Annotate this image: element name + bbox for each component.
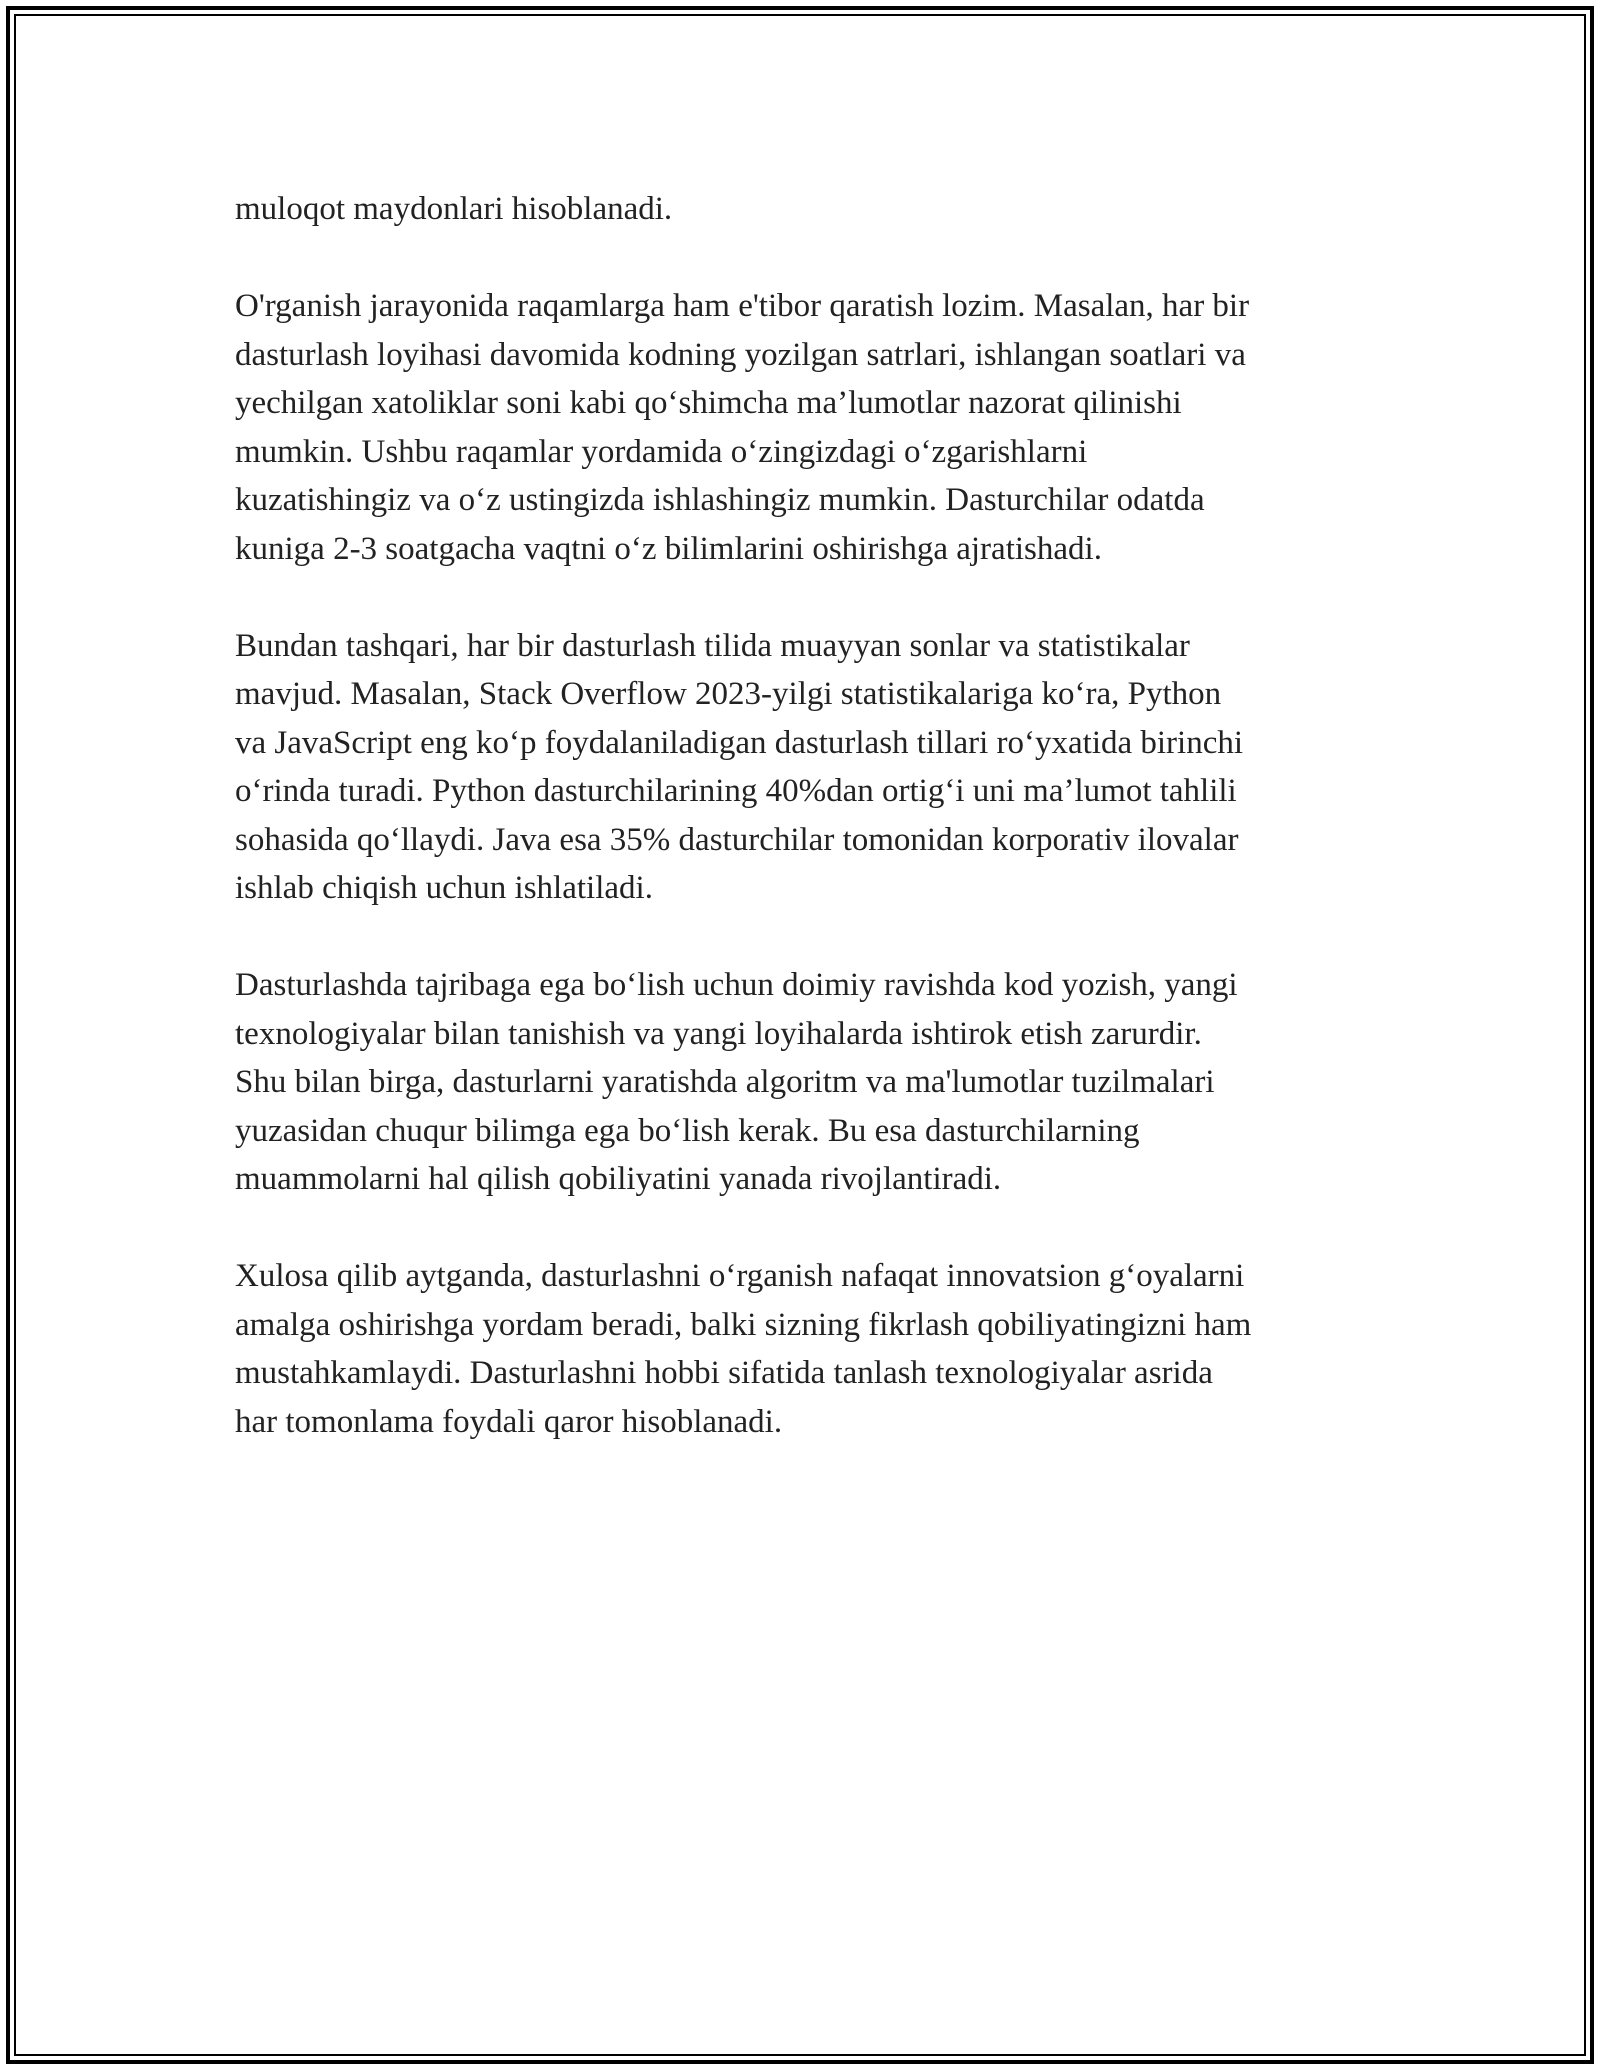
paragraph-5: Xulosa qilib aytganda, dasturlashni o‘rganish nafaqat innovatsion g‘oyalarni amalga oshirishga yordam beradi, balki sizning fikrlash qobiliyatingizni ham mustahkamlaydi. Dasturlashni hobbi sifatida tanlash texnologiyalar asrida har tomonlama foydali qaror hisoblanadi. <box>235 1258 1252 1440</box>
document-body <box>235 185 1385 1495</box>
paragraph-4: Dasturlashda tajribaga ega bo‘lish uchun doimiy ravishda kod yozish, yangi texnologiyalar bilan tanishish va yangi loyihalarda ishtirok etish zarurdir. Shu bilan birga, dasturlarni yaratishda algoritm va ma'lumotlar tuzilmalari yuzasidan chuqur bilimga ega bo‘lish kerak. Bu esa dasturchilarning muammolarni hal qilish qobiliyatini yanada rivojlantiradi. <box>235 967 1238 1197</box>
paragraph-1: muloqot maydonlari hisoblanadi. <box>235 191 673 227</box>
paragraph-3: Bundan tashqari, har bir dasturlash tilida muayyan sonlar va statistikalar mavjud. Masalan, Stack Overflow 2023-yilgi statistikalariga ko‘ra, Python va JavaScript eng ko‘p foydalaniladigan dasturlash tillari ro‘yxatida birinchi o‘rinda turadi. Python dasturchilarining 40%dan ortig‘i uni ma’lumot tahlili sohasida qo‘llaydi. Java esa 35% dasturchilar tomonidan korporativ ilovalar ishlab chiqish uchun ishlatiladi. <box>235 627 1244 906</box>
paragraph-2: O'rganish jarayonida raqamlarga ham e'tibor qaratish lozim. Masalan, har bir dasturlash loyihasi davomida kodning yozilgan satrlari, ishlangan soatlari va yechilgan xatoliklar soni kabi qo‘shimcha ma’lumotlar nazorat qilinishi mumkin. Ushbu raqamlar yordamida o‘zingizdagi o‘zgarishlarni kuzatishingiz va o‘z ustingizda ishlashingiz mumkin. Dasturchilar odatda kuniga 2-3 soatgacha vaqtni o‘z bilimlarini oshirishga ajratishadi. <box>235 288 1250 567</box>
